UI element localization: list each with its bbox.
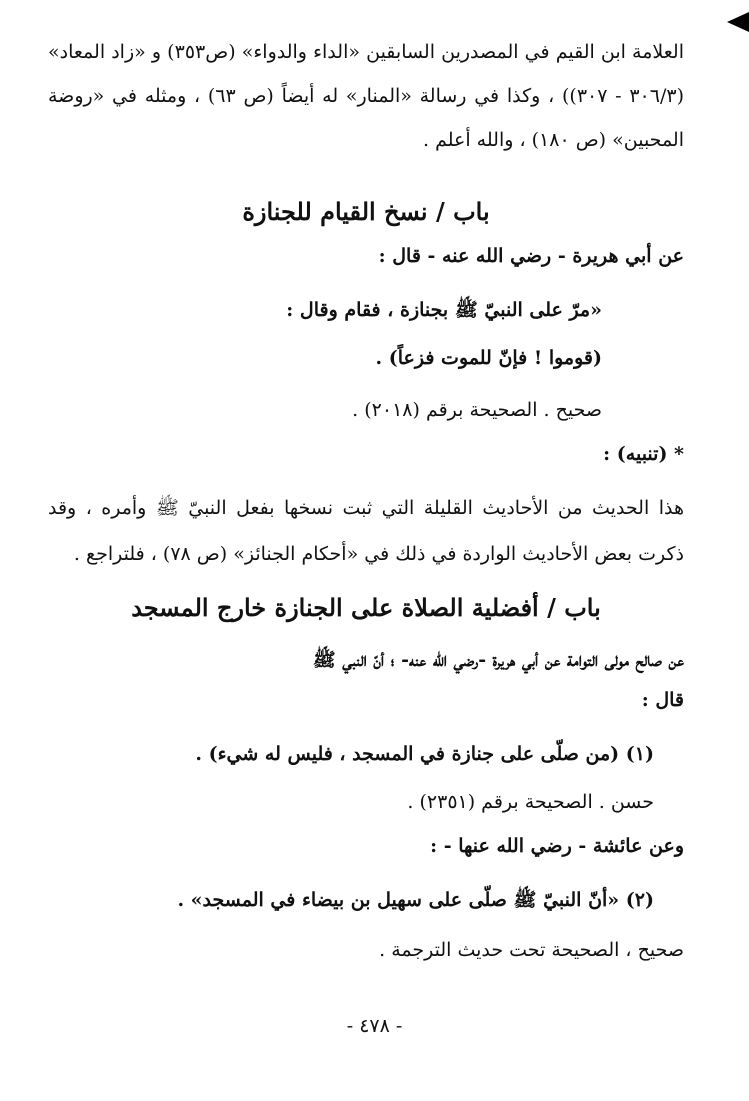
page-corner-mark xyxy=(727,12,749,32)
note-heading: * (تنبيه) : xyxy=(603,443,684,465)
intro-line-1: العلامة ابن القيم في المصدرين السابقين «الداء والدواء» (ص٣٥٣) و «زاد المعاد» xyxy=(48,41,684,63)
grade-line-3: صحيح ، الصحيحة تحت حديث الترجمة . xyxy=(379,939,684,961)
note-line-1: هذا الحديث من الأحاديث القليلة التي ثبت نسخها بفعل النبيّ ﷺ وأمره ، وقد xyxy=(48,497,684,519)
hadith-line-1: «مرّ على النبيّ ﷺ بجنازة ، فقام وقال : xyxy=(286,299,602,321)
intro-line-2: (٣٠٦/٣ - ٣٠٧)) ، وكذا في رسالة «المنار» له أيضاً (ص ٦٣) ، ومثله في «روضة xyxy=(48,85,684,107)
section-heading-2: باب / أفضلية الصلاة على الجنازة خارج المسجد xyxy=(131,593,601,622)
intro-line-3: المحبين» (ص ١٨٠) ، والله أعلم . xyxy=(423,129,684,151)
hadith-line-2: (قوموا ! فإنّ للموت فزعاً) . xyxy=(375,347,602,369)
grade-line-2: حسن . الصحيحة برقم (٢٣٥١) . xyxy=(407,791,654,813)
hadith-2: (٢) «أنّ النبيّ ﷺ صلّى على سهيل بن بيضاء في المسجد» . xyxy=(177,889,654,911)
narrator-line-2a: عن صالح مولى التوامة عن أبي هريرة -رضي الله عنه- ؛ أنّ النبي ﷺ xyxy=(312,649,684,671)
section-heading-1: باب / نسخ القيام للجنازة xyxy=(242,197,490,226)
hadith-1: (١) (من صلّى على جنازة في المسجد ، فليس له شيء) . xyxy=(195,743,654,765)
narrator-line-2b: قال : xyxy=(641,689,684,711)
page-number: - ٤٧٨ - xyxy=(346,1015,403,1037)
narrator-line-3: وعن عائشة - رضي الله عنها - : xyxy=(430,835,684,857)
grade-line-1: صحيح . الصحيحة برقم (٢٠١٨) . xyxy=(352,399,602,421)
narrator-line: عن أبي هريرة - رضي الله عنه - قال : xyxy=(378,245,684,267)
note-line-2: ذكرت بعض الأحاديث الواردة في ذلك في «أحكام الجنائز» (ص ٧٨) ، فلتراجع . xyxy=(73,543,684,565)
